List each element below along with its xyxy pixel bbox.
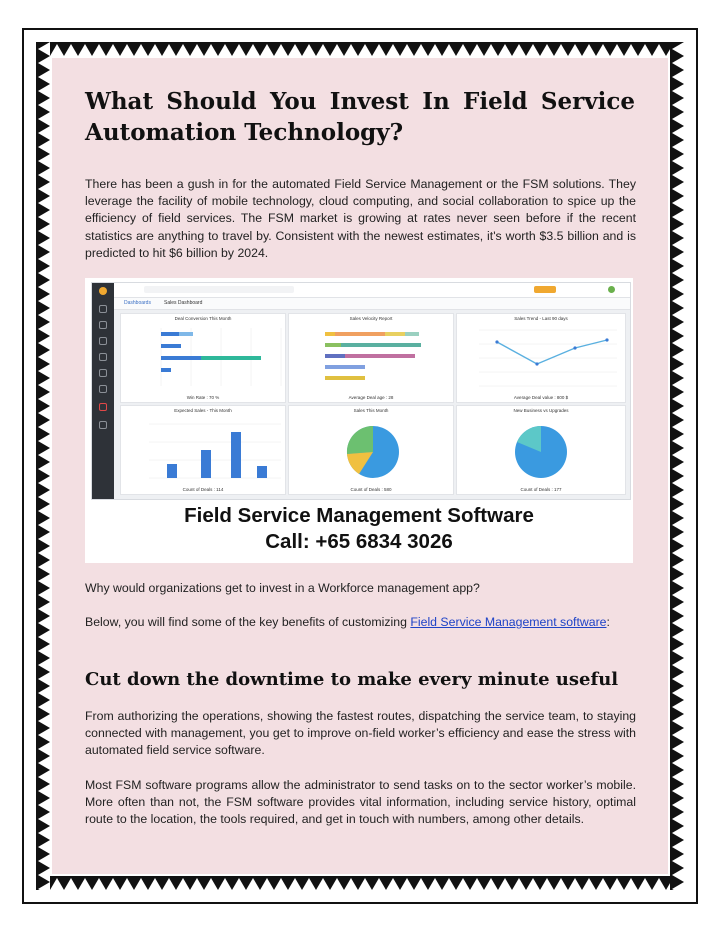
border-triangle [624,44,638,56]
border-triangle [672,350,684,364]
panel-title: New Business vs Upgrades [513,408,569,413]
border-triangle [246,878,260,890]
border-triangle [274,878,288,890]
border-triangle [218,878,232,890]
border-triangle [344,44,358,56]
border-triangle [672,602,684,616]
panel-sales-velocity-chart [289,314,455,404]
benefits-suffix: : [606,615,610,629]
dashboard-upgrade-button [534,286,556,293]
border-triangle [134,44,148,56]
border-triangle [672,434,684,448]
section-heading: Cut down the downtime to make every minute useful [85,669,619,690]
border-triangle [672,140,684,154]
border-triangle [526,44,540,56]
border-triangle [554,44,568,56]
dashboard-breadcrumb-1: Dashboards [124,300,151,306]
border-triangle [672,420,684,434]
panel-title: Sales Trend - Last 90 days [514,316,568,321]
border-triangle [38,840,50,854]
border-triangle [288,878,302,890]
border-triangle [38,630,50,644]
border-triangle [672,616,684,630]
border-triangle [672,294,684,308]
border-triangle [414,878,428,890]
border-triangle [330,878,344,890]
border-pattern-top [36,42,684,56]
border-triangle [38,112,50,126]
border-triangle [38,42,50,56]
border-triangle [672,336,684,350]
panel-footer: Count of Deals : 177 [520,487,562,492]
border-triangle [38,616,50,630]
border-triangle [672,840,684,854]
border-triangle [540,878,554,890]
border-triangle [672,490,684,504]
border-triangle [386,878,400,890]
border-triangle [672,672,684,686]
border-triangle [38,518,50,532]
border-triangle [672,168,684,182]
panel-title: Sales This Month [353,408,389,413]
border-triangle [672,322,684,336]
panel-footer: Average Deal value : 800 $ [513,395,569,400]
border-triangle [672,476,684,490]
border-triangle [38,602,50,616]
border-triangle [672,574,684,588]
border-triangle [78,878,92,890]
downtime-paragraph-2: Most FSM software programs allow the administrator to send tasks on to the sector worker’s mobile. More often than not, the FSM software provides vital information, including service history, optimal route to the location, the tools required, and get in touch with numbers, among other details. [85,778,636,827]
panel-new-business [456,405,626,495]
border-triangle [64,44,78,56]
sidebar-settings-icon [99,421,107,429]
border-triangle [38,588,50,602]
border-triangle [672,546,684,560]
sidebar-user-icon [99,337,107,345]
downtime-paragraph-1: From authorizing the operations, showing the fastest routes, dispatching the service team, to staying connected with management, you get to improve on-field worker’s efficiency and ease the stress with automated field service software. [85,709,636,758]
sidebar-dashboard-icon [99,403,107,411]
border-triangle [38,238,50,252]
border-triangle [38,70,50,84]
border-triangle [672,196,684,210]
border-triangle [176,878,190,890]
border-triangle [246,44,260,56]
border-triangle [78,44,92,56]
benefits-prefix: Below, you will find some of the key benefits of customizing [85,615,411,629]
panel-deal-conversion [120,313,286,403]
border-triangle [672,784,684,798]
panel-expected-sales [120,405,286,495]
border-triangle [38,448,50,462]
border-triangle [672,98,684,112]
border-triangle [652,44,666,56]
border-triangle [672,224,684,238]
border-triangle [672,238,684,252]
border-triangle [232,878,246,890]
border-triangle [38,700,50,714]
border-triangle [38,658,50,672]
border-triangle [498,878,512,890]
border-triangle [38,378,50,392]
border-triangle [38,210,50,224]
border-triangle [38,714,50,728]
border-triangle [92,878,106,890]
border-triangle [456,44,470,56]
border-triangle [672,714,684,728]
border-triangle [672,658,684,672]
sidebar-calendar-icon [99,369,107,377]
border-triangle [672,770,684,784]
border-triangle [38,308,50,322]
border-triangle [672,378,684,392]
border-triangle [414,44,428,56]
border-triangle [38,546,50,560]
border-triangle [38,56,50,70]
border-triangle [38,266,50,280]
border-triangle [596,44,610,56]
app-logo-icon [99,287,107,295]
border-triangle [638,44,652,56]
border-triangle [672,182,684,196]
border-triangle [316,878,330,890]
sidebar-list-icon [99,385,107,393]
border-triangle [106,44,120,56]
border-triangle [672,406,684,420]
border-triangle [672,112,684,126]
border-triangle [134,878,148,890]
border-triangle [672,644,684,658]
border-triangle [484,878,498,890]
border-triangle [540,44,554,56]
border-triangle [386,44,400,56]
border-triangle [50,878,64,890]
border-triangle [38,182,50,196]
border-triangle [38,392,50,406]
border-triangle [38,882,50,890]
border-triangle [672,56,684,70]
border-triangle [672,630,684,644]
border-triangle [672,42,684,56]
border-triangle [38,280,50,294]
border-triangle [512,44,526,56]
border-triangle [330,44,344,56]
panel-sales-pie-chart [289,406,455,496]
border-triangle [672,728,684,742]
border-triangle [672,686,684,700]
border-triangle [672,882,684,890]
border-triangle [106,878,120,890]
border-triangle [120,878,134,890]
border-triangle [672,504,684,518]
border-triangle [38,224,50,238]
border-triangle [148,878,162,890]
panel-footer: Average Deal age : 28 [348,395,394,400]
border-triangle [610,44,624,56]
border-triangle [38,770,50,784]
border-pattern-bottom [36,876,684,890]
border-triangle [38,322,50,336]
border-triangle [50,44,64,56]
dashboard-topbar [114,283,630,298]
border-triangle [672,392,684,406]
border-triangle [288,44,302,56]
border-triangle [672,210,684,224]
panel-deal-conversion-chart [121,314,287,404]
border-triangle [38,336,50,350]
border-triangle [672,868,684,882]
border-triangle [148,44,162,56]
border-triangle [372,44,386,56]
border-triangle [470,44,484,56]
border-triangle [372,878,386,890]
border-triangle [672,364,684,378]
border-triangle [442,44,456,56]
dashboard-breadcrumb-2: Sales Dashboard [164,300,203,306]
sidebar-clock-icon [99,321,107,329]
border-triangle [672,84,684,98]
border-triangle [162,44,176,56]
dashboard-screenshot-image [85,278,633,563]
border-triangle [672,462,684,476]
border-triangle [38,784,50,798]
border-triangle [190,878,204,890]
border-triangle [582,44,596,56]
border-triangle [672,700,684,714]
border-triangle [672,154,684,168]
border-triangle [38,462,50,476]
border-triangle [672,308,684,322]
border-triangle [190,44,204,56]
border-triangle [38,574,50,588]
border-triangle [38,686,50,700]
border-triangle [302,878,316,890]
border-triangle [38,406,50,420]
border-triangle [38,98,50,112]
border-triangle [38,756,50,770]
border-triangle [672,252,684,266]
border-triangle [672,280,684,294]
border-triangle [38,476,50,490]
border-triangle [672,812,684,826]
dashboard-tabs [114,298,630,310]
border-triangle [38,798,50,812]
border-triangle [38,532,50,546]
border-triangle [554,878,568,890]
border-triangle [672,826,684,840]
panel-sales-trend-chart [457,314,627,404]
panel-sales-trend [456,313,626,403]
border-triangle [456,878,470,890]
border-triangle [344,878,358,890]
border-triangle [38,728,50,742]
border-triangle [428,44,442,56]
border-triangle [358,878,372,890]
sidebar-chart-icon [99,353,107,361]
border-triangle [176,44,190,56]
border-triangle [358,44,372,56]
border-triangle [38,826,50,840]
panel-title: Sales Velocity Report [349,316,393,321]
border-triangle [652,878,666,890]
article-title: What Should You Invest In Field Service Automation Technology? [85,88,635,146]
border-triangle [38,434,50,448]
border-triangle [38,294,50,308]
border-triangle [672,756,684,770]
border-triangle [38,140,50,154]
border-triangle [38,126,50,140]
panel-expected-sales-chart [121,406,287,496]
border-triangle [204,44,218,56]
border-triangle [38,168,50,182]
border-triangle [204,878,218,890]
border-triangle [38,154,50,168]
border-triangle [484,44,498,56]
panel-sales-this-month [288,405,454,495]
border-triangle [302,44,316,56]
dashboard-mockup [91,282,631,500]
sidebar-home-icon [99,305,107,313]
dashboard-search-bar [144,286,294,293]
benefits-paragraph [85,614,636,631]
border-triangle [38,742,50,756]
border-triangle [316,44,330,56]
border-triangle [218,44,232,56]
border-triangle [672,532,684,546]
border-triangle [38,84,50,98]
image-caption-phone: Call: +65 6834 3026 [265,530,453,553]
border-triangle [38,644,50,658]
border-triangle [38,420,50,434]
panel-footer: Count of Deals : 114 [182,487,224,492]
border-triangle [38,252,50,266]
border-triangle [162,878,176,890]
border-triangle [672,560,684,574]
dashboard-avatar [608,286,615,293]
border-triangle [232,44,246,56]
border-triangle [260,878,274,890]
border-triangle [64,878,78,890]
border-pattern-left [36,42,50,890]
border-triangle [672,854,684,868]
border-triangle [568,44,582,56]
border-triangle [470,878,484,890]
border-triangle [672,266,684,280]
intro-paragraph: There has been a gush in for the automated Field Service Management or the FSM solutions. They leverage the facility of mobile technology, cloud computing, and social collaboration to spice up the efficiency of field services. The FSM market is growing at rates never seen before if the recent statistics are anything to travel by. Consistent with the newest estimates, it's worth $3.5 billion and is predicted to hit $6 billion by 2024. [85,177,636,260]
border-triangle [638,878,652,890]
panel-footer: Win Rate : 70 % [186,395,220,400]
border-triangle [38,364,50,378]
border-triangle [400,878,414,890]
border-triangle [526,878,540,890]
image-caption-title: Field Service Management Software [184,504,534,527]
border-pattern-right [670,42,684,890]
border-triangle [38,490,50,504]
border-triangle [442,878,456,890]
border-triangle [38,868,50,882]
border-triangle [38,350,50,364]
border-triangle [260,44,274,56]
border-triangle [672,798,684,812]
border-triangle [672,742,684,756]
border-triangle [92,44,106,56]
border-triangle [610,878,624,890]
border-triangle [624,878,638,890]
border-triangle [672,588,684,602]
border-triangle [38,672,50,686]
panel-footer: Count of Deals : 580 [350,487,392,492]
border-triangle [672,448,684,462]
border-triangle [38,854,50,868]
border-triangle [672,518,684,532]
border-triangle [274,44,288,56]
fsm-software-link[interactable]: Field Service Management software [410,615,607,629]
border-triangle [512,878,526,890]
border-triangle [428,878,442,890]
border-triangle [38,504,50,518]
border-triangle [38,196,50,210]
border-triangle [672,126,684,140]
border-triangle [596,878,610,890]
panel-title: Deal Conversion This Month [174,316,232,321]
border-triangle [400,44,414,56]
border-triangle [120,44,134,56]
question-paragraph: Why would organizations get to invest in a Workforce management app? [85,581,480,595]
panel-sales-velocity [288,313,454,403]
panel-new-business-pie-chart [457,406,627,496]
border-triangle [582,878,596,890]
border-triangle [672,70,684,84]
panel-title: Expected Sales - This Month [174,408,232,413]
border-triangle [498,44,512,56]
border-triangle [38,560,50,574]
dashboard-sidebar [92,283,114,499]
border-triangle [568,878,582,890]
border-triangle [38,812,50,826]
